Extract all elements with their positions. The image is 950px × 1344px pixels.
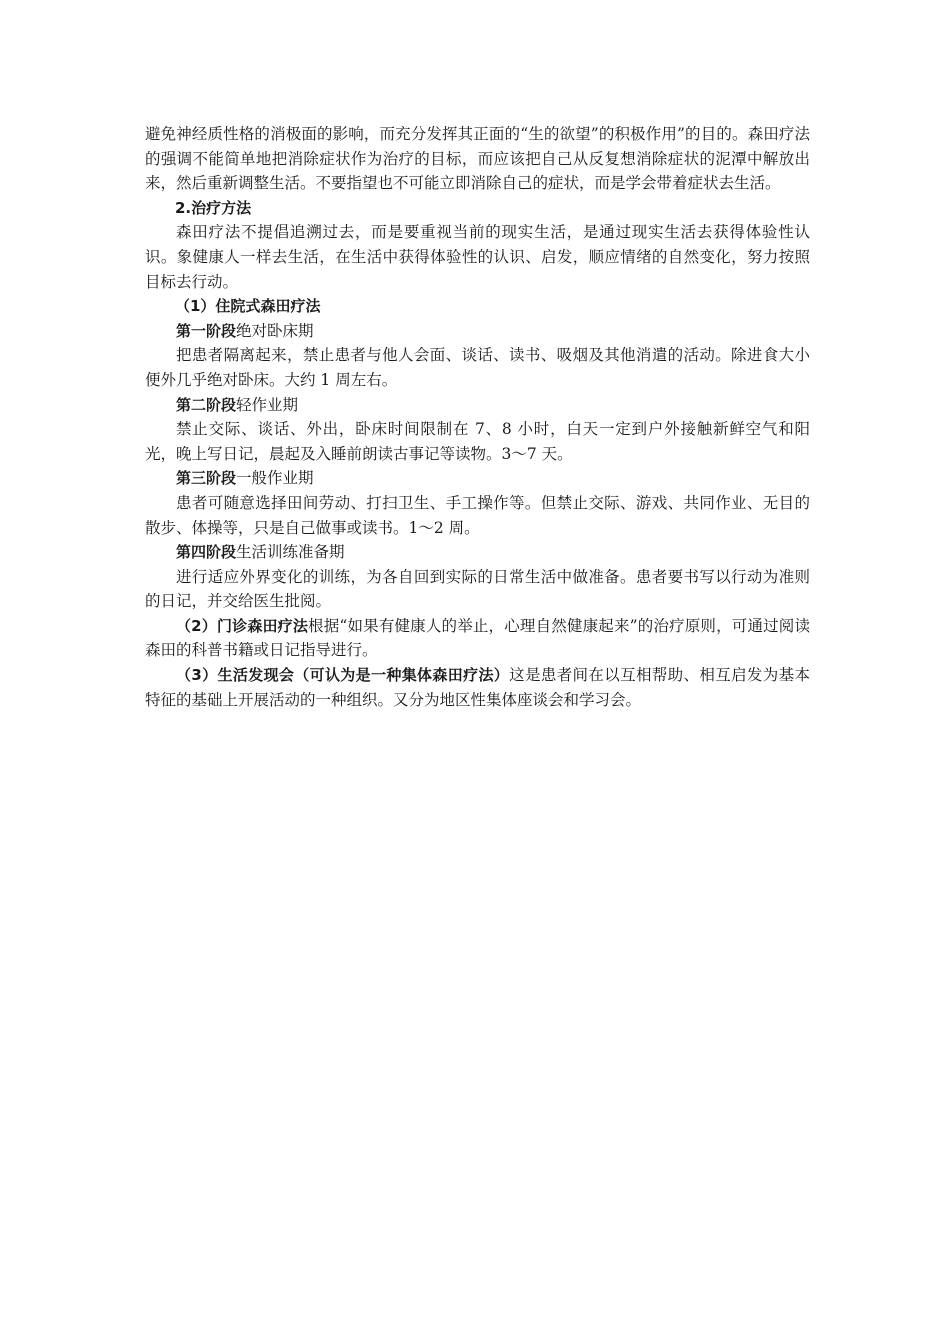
stage-3-text: 患者可随意选择田间劳动、打扫卫生、手工操作等。但禁止交际、游戏、共同作业、无目的散步、体操等，只是自己做事或读书。1～2 周。 (145, 493, 810, 537)
section-heading-treatment-method: 2.治疗方法 (175, 198, 252, 217)
outpatient-label: （2）门诊森田疗法 (176, 616, 309, 635)
document-body (145, 122, 810, 712)
stage-3-label: 第三阶段 (176, 469, 237, 488)
stage-1-text: 把患者隔离起来，禁止患者与他人会面、谈话、读书、吸烟及其他消遣的活动。除进食大小便外几乎绝对卧床。大约 1 周左右。 (145, 346, 810, 389)
stage-1-label: 第一阶段 (176, 321, 237, 340)
life-discovery-text: 这是患者间在以互相帮助、相互启发为基本特征的基础上开展活动的一种组织。又分为地区性集体座谈会和学习会。 (145, 666, 810, 709)
intro-paragraph: 避免神经质性格的消极面的影响，而充分发挥其正面的“生的欲望”的积极作用”的目的。森田疗法的强调不能简单地把消除症状作为治疗的目标，而应该把自己从反复想消除症状的泥潭中解放出来，然后重新调整生活。不要指望也不可能立即消除自己的症状，而是学会带着症状去生活。 (145, 125, 810, 193)
stage-4-text: 进行适应外界变化的训练，为各自回到实际的日常生活中做准备。患者要书写以行动为准则的日记，并交给医生批阅。 (145, 567, 810, 611)
stage-2-heading (145, 393, 810, 418)
subheading-inpatient-therapy: （1）住院式森田疗法 (175, 297, 321, 316)
stage-3-heading (145, 466, 810, 491)
life-discovery-paragraph (145, 663, 810, 712)
stage-1-title: 绝对卧床期 (236, 321, 314, 340)
outpatient-text: 根据“如果有健康人的举止，心理自然健康起来”的治疗原则，可通过阅读森田的科普书籍或日记指导进行。 (145, 616, 810, 660)
stage-3-title: 一般作业期 (236, 469, 314, 488)
life-discovery-label: （3）生活发现会（可认为是一种集体森田疗法） (176, 666, 510, 685)
stage-4-label: 第四阶段 (176, 543, 237, 562)
stage-2-text: 禁止交际、谈话、外出，卧床时间限制在 7、8 小时，白天一定到户外接触新鲜空气和阳光，晚上写日记，晨起及入睡前朗读古事记等读物。3～7 天。 (145, 420, 810, 463)
stage-4-title: 生活训练准备期 (236, 543, 345, 562)
stage-2-title: 轻作业期 (236, 395, 299, 414)
stage-4-heading (145, 540, 810, 565)
stage-2-label: 第二阶段 (176, 395, 237, 414)
method-paragraph: 森田疗法不提倡追溯过去，而是要重视当前的现实生活，是通过现实生活去获得体验性认识。象健康人一样去生活，在生活中获得体验性的认识、启发，顺应情绪的自然变化，努力按照目标去行动。 (145, 223, 810, 291)
stage-1-heading (145, 319, 810, 344)
outpatient-paragraph (145, 614, 810, 663)
